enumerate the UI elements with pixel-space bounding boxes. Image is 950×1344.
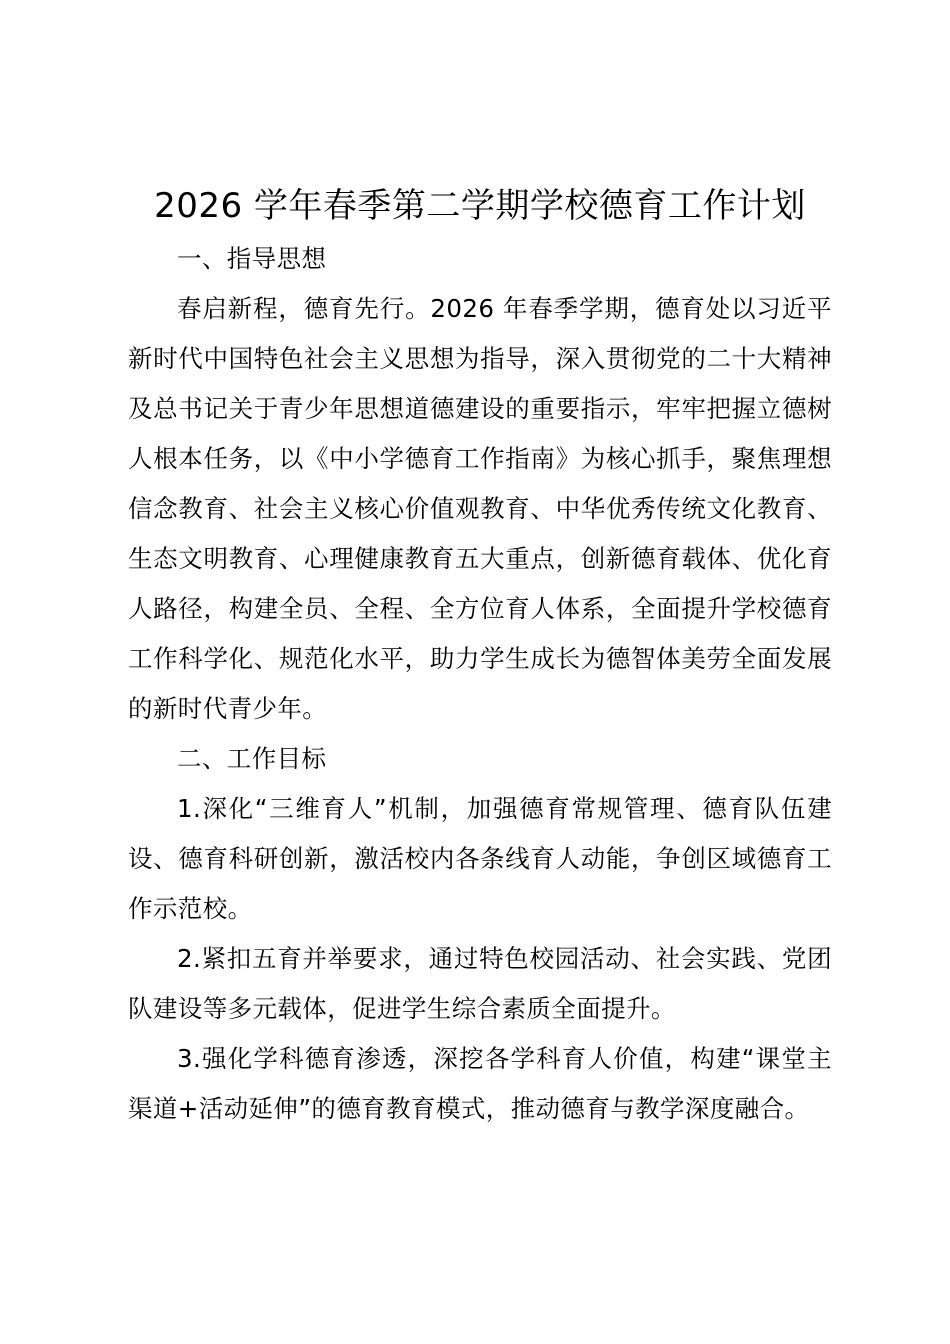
paragraph-goal-3: 3.强化学科德育渗透，深挖各学科育人价值，构建“课堂主渠道+活动延伸”的德育教育模式，推动德育与教学深度融合。 bbox=[128, 1044, 832, 1123]
section-heading-work-goals: 二、工作目标 bbox=[177, 744, 327, 773]
paragraph-guiding-ideology: 春启新程，德育先行。2026 年春季学期，德育处以习近平新时代中国特色社会主义思想为指导，深入贯彻党的二十大精神及总书记关于青少年思想道德建设的重要指示，牢牢把握立德树人根本任务，以《中小学德育工作指南》为核心抓手，聚焦理想信念教育、社会主义核心价值观教育、中华优秀传统文化教育、生态文明教育、心理健康教育五大重点，创新德育载体、优化育人路径，构建全员、全程、全方位育人体系，全面提升学校德育工作科学化、规范化水平，助力学生成长为德智体美劳全面发展的新时代青少年。 bbox=[128, 294, 832, 723]
section-heading-guiding-ideology: 一、指导思想 bbox=[177, 244, 327, 273]
document-title: 2026 学年春季第二学期学校德育工作计划 bbox=[154, 186, 806, 226]
paragraph-goal-1: 1.深化“三维育人”机制，加强德育常规管理、德育队伍建设、德育科研创新，激活校内各条线育人动能，争创区域德育工作示范校。 bbox=[128, 794, 832, 923]
paragraph-goal-2: 2.紧扣五育并举要求，通过特色校园活动、社会实践、党团队建设等多元载体，促进学生综合素质全面提升。 bbox=[128, 944, 832, 1023]
document-body bbox=[128, 178, 832, 1134]
